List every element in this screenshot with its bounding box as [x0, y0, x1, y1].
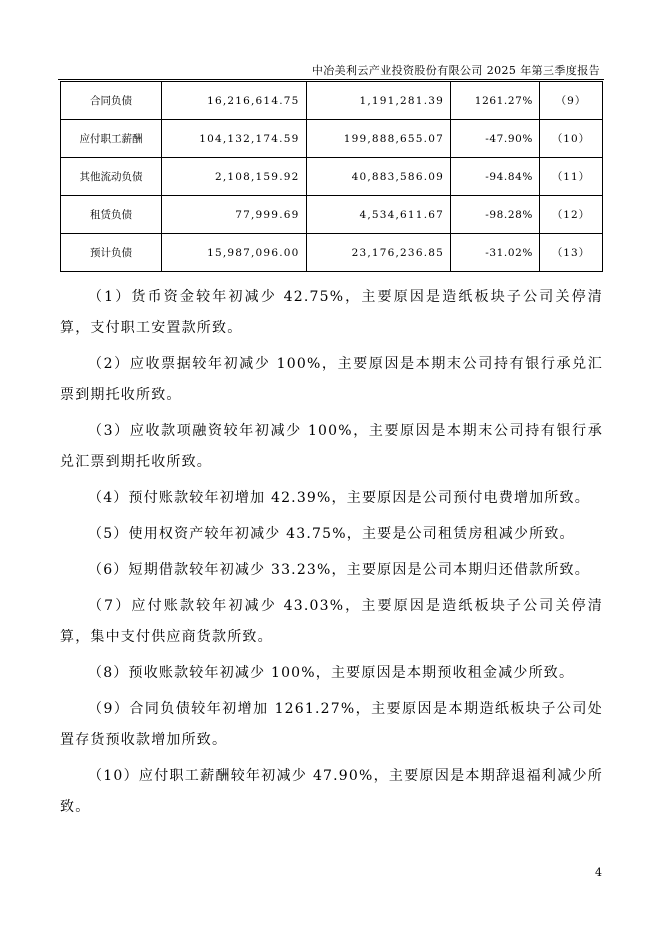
item-name-cell: 租赁负债	[61, 196, 162, 234]
change-rate-cell: -31.02%	[451, 234, 540, 272]
change-rate-cell: -94.84%	[451, 158, 540, 196]
item-name-cell: 其他流动负债	[61, 158, 162, 196]
note-paragraph: （3）应收款项融资较年初减少 100%，主要原因是本期末公司持有银行承兑汇票到期托收所致。	[60, 423, 603, 470]
begin-balance-cell: 23,176,236.85	[306, 234, 451, 272]
note-paragraph: （8）预收账款较年初减少 100%，主要原因是本期预收租金减少所致。	[88, 665, 575, 681]
end-balance-cell: 16,216,614.75	[162, 82, 307, 120]
note-paragraph: （10）应付职工薪酬较年初减少 47.90%，主要原因是本期辞退福利减少所致。	[60, 768, 603, 815]
header-divider	[58, 79, 604, 80]
change-rate-cell: 1261.27%	[451, 82, 540, 120]
note-paragraph: （6）短期借款较年初减少 33.23%，主要原因是公司本期归还借款所致。	[88, 562, 590, 578]
balance-change-table	[60, 81, 603, 272]
change-rate-cell: -98.28%	[451, 196, 540, 234]
begin-balance-cell: 199,888,655.07	[306, 120, 451, 158]
page-header: 中冶美利云产业投资股份有限公司 2025 年第三季度报告	[311, 64, 600, 77]
page-number: 4	[595, 866, 602, 879]
item-name-cell: 合同负债	[61, 82, 162, 120]
table-row	[61, 196, 603, 234]
note-paragraph: （9）合同负债较年初增加 1261.27%，主要原因是本期造纸板块子公司处置存货预收款增加所致。	[60, 701, 603, 748]
table-row	[61, 82, 603, 120]
note-paragraph: （5）使用权资产较年初减少 43.75%，主要是公司租赁房租减少所致。	[88, 526, 575, 542]
table-row	[61, 158, 603, 196]
table-row	[61, 120, 603, 158]
note-paragraph: （4）预付账款较年初增加 42.39%，主要原因是公司预付电费增加所致。	[88, 490, 590, 506]
begin-balance-cell: 1,191,281.39	[306, 82, 451, 120]
begin-balance-cell: 4,534,611.67	[306, 196, 451, 234]
end-balance-cell: 77,999.69	[162, 196, 307, 234]
end-balance-cell: 104,132,174.59	[162, 120, 307, 158]
explanatory-notes	[60, 282, 603, 828]
end-balance-cell: 15,987,096.00	[162, 234, 307, 272]
end-balance-cell: 2,108,159.92	[162, 158, 307, 196]
note-ref-cell: （13）	[540, 234, 603, 272]
item-name-cell: 预计负债	[61, 234, 162, 272]
change-rate-cell: -47.90%	[451, 120, 540, 158]
note-ref-cell: （11）	[540, 158, 603, 196]
note-ref-cell: （10）	[540, 120, 603, 158]
note-paragraph: （1）货币资金较年初减少 42.75%，主要原因是造纸板块子公司关停清算，支付职工安置款所致。	[60, 289, 603, 336]
note-paragraph: （7）应付账款较年初减少 43.03%，主要原因是造纸板块子公司关停清算，集中支付供应商货款所致。	[60, 598, 603, 645]
item-name-cell: 应付职工薪酬	[61, 120, 162, 158]
note-ref-cell: （12）	[540, 196, 603, 234]
note-ref-cell: （9）	[540, 82, 603, 120]
note-paragraph: （2）应收票据较年初减少 100%，主要原因是本期末公司持有银行承兑汇票到期托收所致。	[60, 356, 603, 403]
table-row	[61, 234, 603, 272]
begin-balance-cell: 40,883,586.09	[306, 158, 451, 196]
